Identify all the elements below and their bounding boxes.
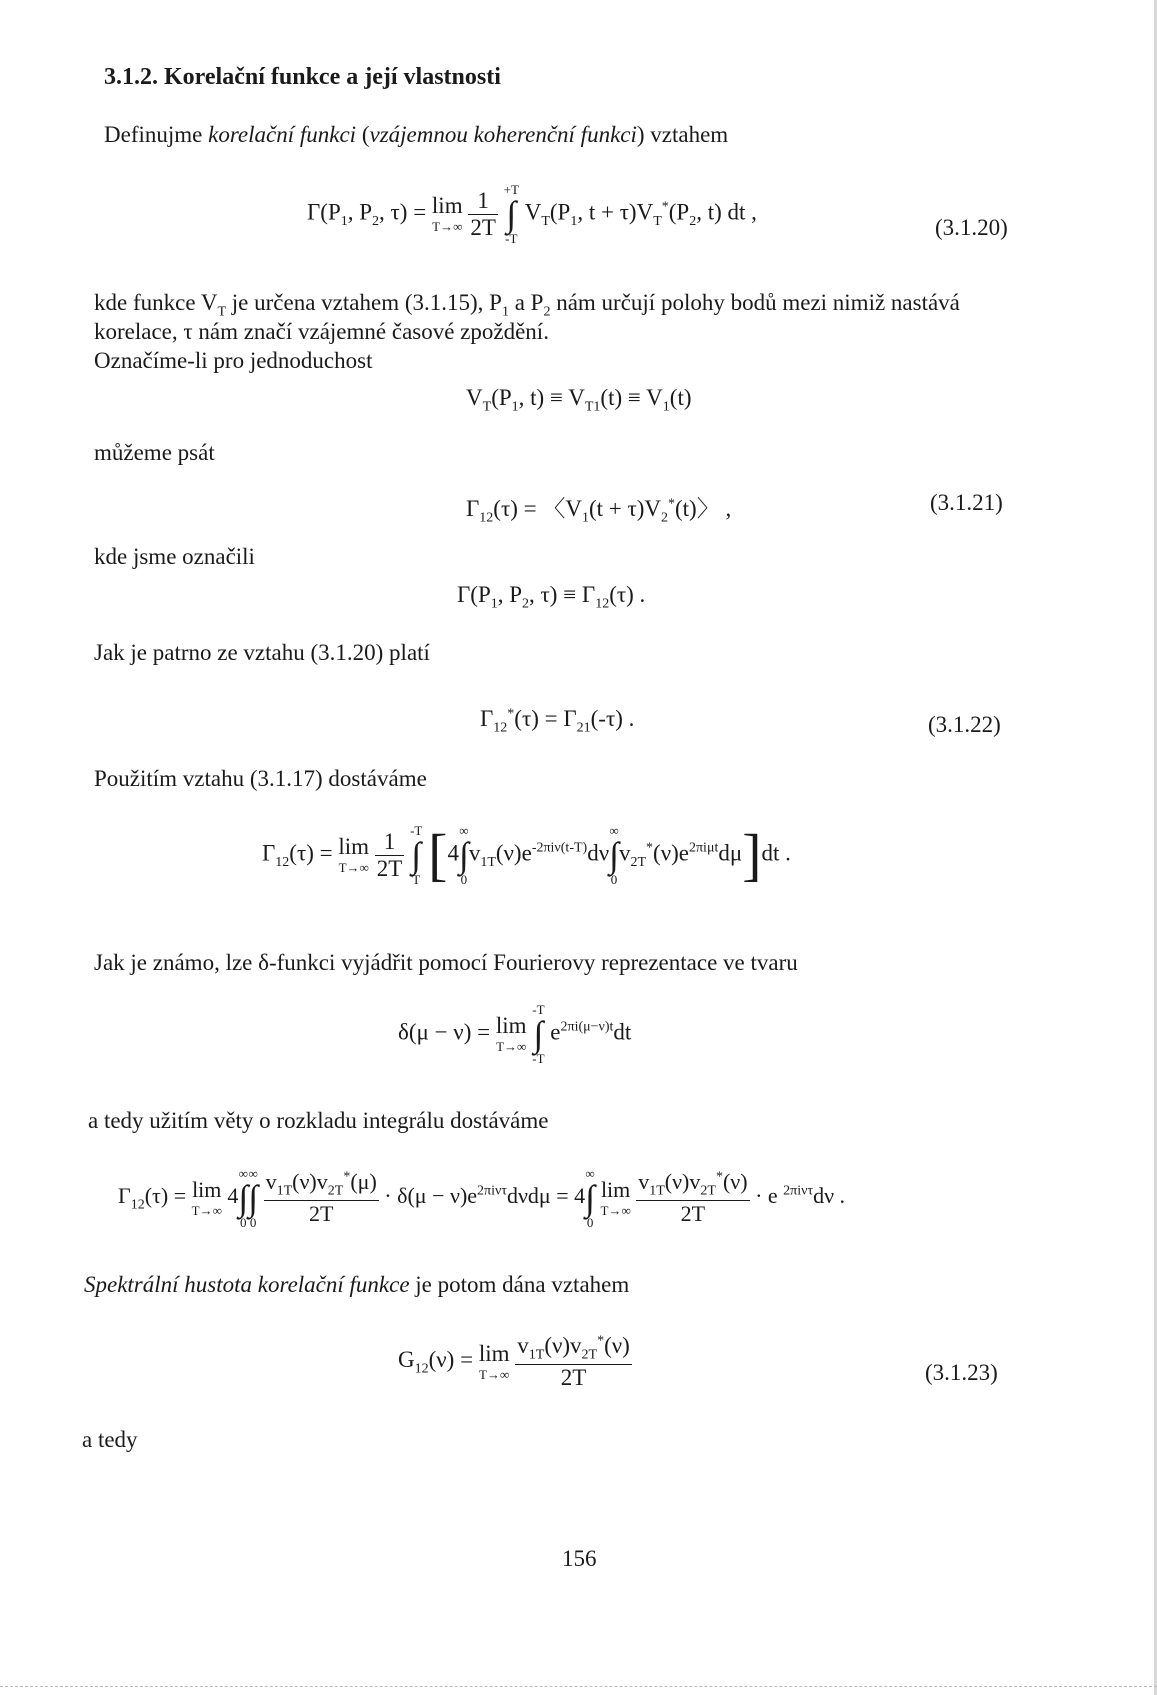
equation-3-1-22: $\Gamma_{12}^*(\tau) = \Gamma_{21}(-\tau)$ . [480, 706, 635, 736]
kde-jsme-oznacili: kde jsme označili [94, 544, 255, 569]
para-text: kde funkce V [94, 290, 218, 315]
equation-vt-definition: $V_T(P_1$, $t) \equiv V_{T1}(t) \equiv V_1(t)$ [466, 385, 692, 415]
intro-text: Definujme [104, 122, 209, 147]
equation-label-3-1-20: (3.1.20) [935, 215, 1008, 240]
para-sub: 2 [543, 304, 551, 320]
spektralni-hustota-text [84, 1272, 629, 1298]
para-text: nám určují polohy bodů mezi nimiž nastává [550, 290, 960, 315]
para-sub: 1 [501, 304, 509, 320]
equation-3-1-20: $\Gamma(P_1$, $P_2$, τ) = lim T→∞ $\frac{1}{2T}$ +T ∫ -T $V_T(P_1$, $t + \tau)V_T^*(P_2$, t) dt , [307, 182, 757, 246]
term-koherencni-funkce: vzájemnou koherenční funkci [369, 122, 637, 147]
equation-label-3-1-21: (3.1.21) [930, 490, 1003, 515]
section-heading: 3.1.2. Korelační funkce a její vlastnosti [104, 64, 501, 90]
bottom-scan-edge [0, 1686, 1157, 1687]
mozeme-psat: můžeme psát [94, 440, 215, 465]
intro-paren: ( [356, 122, 370, 147]
para-text: a P [508, 290, 544, 315]
paragraph-line-1 [94, 290, 960, 321]
jak-je-patrno: Jak je patrno ze vztahu (3.1.20) platí [94, 640, 430, 665]
page-number: 156 [562, 1546, 597, 1571]
paragraph-line-3: Označíme-li pro jednoduchost [94, 348, 373, 373]
equation-3-1-21: $\Gamma_{12}(\tau)$ = 〈$V_1(t + \tau)V_2^*(t)$〉 , [466, 496, 732, 526]
equation-gamma12-expansion: $\Gamma_{12}(\tau)$ = lim T→∞ $\frac{1}{2T}$ -T ∫ T [4 ∞ ∫ 0 $v_{1T}(\nu)e^{-2\pi i\nu(t-T)}d\nu$ ∞ ∫ 0 $v_{2T}^*(\nu)e^{2\pi i\mu t}d\mu]dt$ . [262, 822, 791, 887]
a-tedy: a tedy [82, 1427, 138, 1452]
para-text: je určena vztahem (3.1.15), P [226, 290, 502, 315]
intro-paragraph [104, 122, 728, 148]
term-korelacni-funkce: korelační funkci [208, 122, 357, 147]
pouzitim-vztahu: Použitím vztahu (3.1.17) dostáváme [94, 766, 427, 791]
term-spektralni-hustota: Spektrální hustota korelační funkce [84, 1272, 410, 1297]
equation-3-1-23: $G_{12}(\nu)$ = lim T→∞ $\frac{v_{1T}(\nu)v_{2T}^*(\nu)}{2T}$ [398, 1333, 630, 1390]
equation-label-3-1-23: (3.1.23) [925, 1360, 998, 1385]
delta-function-text: Jak je známo, lze δ-funkci vyjádřit pomocí Fourierovy reprezentace ve tvaru [94, 950, 798, 975]
equation-label-3-1-22: (3.1.22) [928, 712, 1001, 737]
paragraph-line-2: korelace, τ nám značí vzájemné časové zpoždění. [94, 319, 549, 344]
a-tedy-uzitim: a tedy užitím věty o rozkladu integrálu dostáváme [88, 1108, 549, 1133]
equation-gamma-p1-p2: $\Gamma(P_1$, $P_2$, $\tau) \equiv \Gamma_{12}(\tau)$ . [457, 582, 646, 612]
equation-gamma12-spectral: $\Gamma_{12}(\tau)$ = lim T→∞ 4 ∞ ∫ 0 ∞ ∫ 0 $\frac{v_{1T}(\nu)v_{2T}^*(\mu)}{2T}$ · $\delta(\mu - \nu)e^{2\pi i\nu\tau}d\nu d\mu = 4$ ∞ ∫ 0 lim T→∞ $\frac{v_{1T}(\nu)v_{2T}^*(\nu)}{2T}$ · e $^{2\pi i\nu\tau}$dν . [118, 1166, 846, 1230]
para-sub: T [217, 304, 227, 320]
intro-text-end: ) vztahem [636, 122, 729, 147]
equation-delta-fourier: δ(μ − ν) = lim T→∞ -T ∫ -T $e^{2\pi i(\mu-\nu)t}dt$ [398, 1002, 632, 1066]
spektralni-rest: je potom dána vztahem [409, 1272, 630, 1297]
